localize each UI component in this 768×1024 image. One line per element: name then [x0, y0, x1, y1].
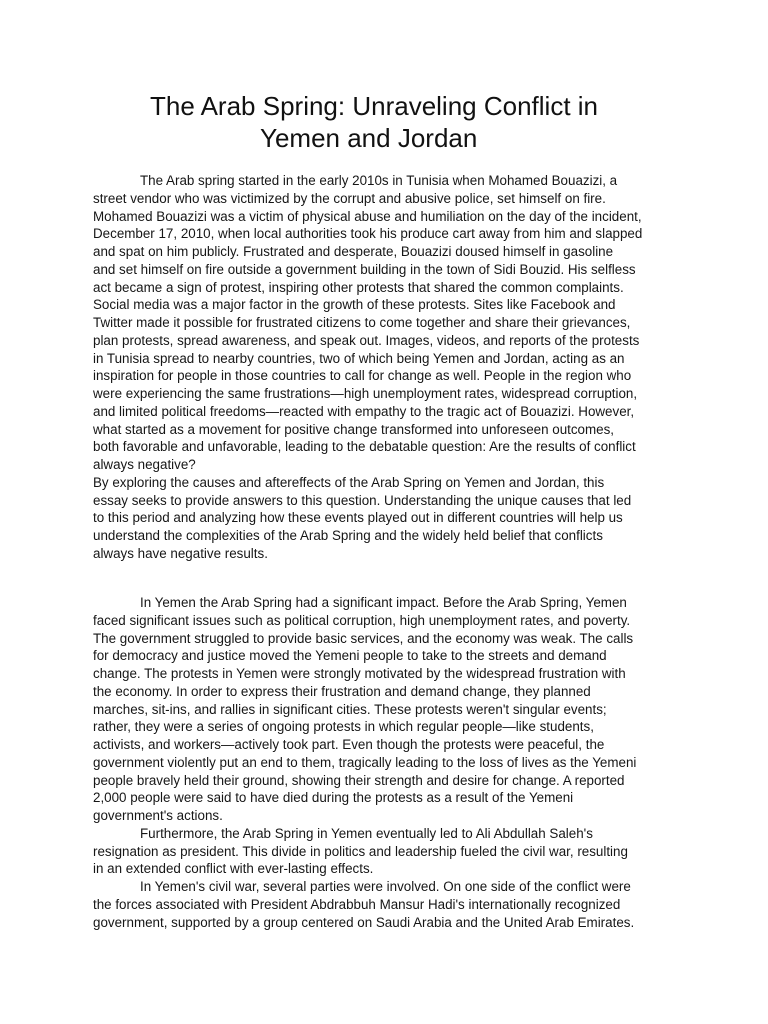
text-line: change. The protests in Yemen were strongly motivated by the widespread frustration with — [93, 666, 626, 681]
text-line: government, supported by a group centered on Saudi Arabia and the United Arab Emirates. — [93, 914, 635, 930]
text-line: faced significant issues such as political corruption, high unemployment rates, and poverty. — [93, 612, 631, 628]
text-line: rather, they were a series of ongoing protests in which regular people—like students, — [93, 719, 594, 735]
text-line: the economy. In order to express their frustration and demand change, they planned — [93, 683, 591, 699]
text-line: The government struggled to provide basic services, and the economy was weak. The calls — [93, 630, 634, 646]
text-line: always negative? — [93, 457, 196, 472]
text-line: and spat on him publicly. Frustrated and desperate, Bouazizi doused himself in gasoline — [93, 244, 614, 259]
text-line: plan protests, spread awareness, and speak out. Images, videos, and reports of the protests — [93, 332, 640, 348]
text-line: in an extended conflict with ever-lasting effects. — [93, 861, 374, 877]
text-line: the forces associated with President Abdrabbuh Mansur Hadi's internationally recognized — [93, 896, 621, 912]
text-line: and limited political freedoms—reacted with empathy to the tragic act of Bouazizi. However, — [93, 403, 635, 419]
text-line: essay seeks to provide answers to this question. Understanding the unique causes that led — [93, 492, 632, 508]
document-title — [150, 90, 690, 154]
title-line: The Arab Spring: Unraveling Conflict in — [150, 91, 599, 121]
text-line: and set himself on fire outside a government building in the town of Sidi Bouzid. His selfless — [93, 261, 636, 277]
title-line: Yemen and Jordan — [260, 123, 478, 153]
text-line: inspiration for people in those countries to call for change as well. People in the region who — [93, 368, 632, 384]
text-line: Furthermore, the Arab Spring in Yemen eventually led to Ali Abdullah Saleh's — [140, 825, 593, 841]
text-line: government violently put an end to them, tragically leading to the loss of lives as the Yemeni — [93, 754, 637, 770]
text-line: Social media was a major factor in the growth of these protests. Sites like Facebook and — [93, 297, 616, 313]
text-line: were experiencing the same frustrations—high unemployment rates, widespread corruption, — [93, 386, 638, 401]
text-line: street vendor who was victimized by the corrupt and abusive police, set himself on fire. — [93, 190, 606, 206]
text-line: December 17, 2010, when local authorities took his produce cart away from him and slapped — [93, 226, 643, 242]
text-line: Twitter made it possible for frustrated citizens to come together and share their grievances, — [93, 315, 631, 330]
yemen-section — [93, 594, 683, 931]
text-line: The Arab spring started in the early 2010s in Tunisia when Mohamed Bouazizi, a — [140, 173, 618, 188]
intro-paragraph — [93, 172, 683, 563]
text-line: always have negative results. — [93, 545, 268, 561]
text-line: for democracy and justice moved the Yemeni people to take to the streets and demand — [93, 648, 607, 664]
text-line: act became a sign of protest, inspiring other protests that shared the common complaints. — [93, 279, 624, 295]
text-line: both favorable and unfavorable, leading to the debatable question: Are the results of conflict — [93, 439, 636, 455]
text-line: marches, sit-ins, and rallies in significant cities. These protests weren't singular events; — [93, 701, 607, 717]
text-line: activists, and workers—actively took part. Even though the protests were peaceful, the — [93, 737, 605, 752]
text-line: government's actions. — [93, 808, 223, 823]
text-line: to this period and analyzing how these events played out in different countries will help us — [93, 510, 623, 526]
text-line: people bravely held their ground, showing their strength and desire for change. A reported — [93, 772, 625, 788]
text-line: In Yemen the Arab Spring had a significant impact. Before the Arab Spring, Yemen — [140, 595, 627, 610]
text-line: Mohamed Bouazizi was a victim of physical abuse and humiliation on the day of the incident, — [93, 208, 642, 224]
text-line: in Tunisia spread to nearby countries, two of which being Yemen and Jordan, acting as an — [93, 350, 625, 366]
text-line: 2,000 people were said to have died during the protests as a result of the Yemeni — [93, 790, 574, 806]
text-line: resignation as president. This divide in politics and leadership fueled the civil war, resulting — [93, 843, 628, 859]
text-line: In Yemen's civil war, several parties were involved. On one side of the conflict were — [140, 879, 631, 894]
text-line: understand the complexities of the Arab Spring and the widely held belief that conflicts — [93, 528, 603, 543]
text-line: what started as a movement for positive change transformed into unforeseen outcomes, — [93, 421, 615, 437]
text-line: By exploring the causes and aftereffects of the Arab Spring on Yemen and Jordan, this — [93, 474, 605, 490]
